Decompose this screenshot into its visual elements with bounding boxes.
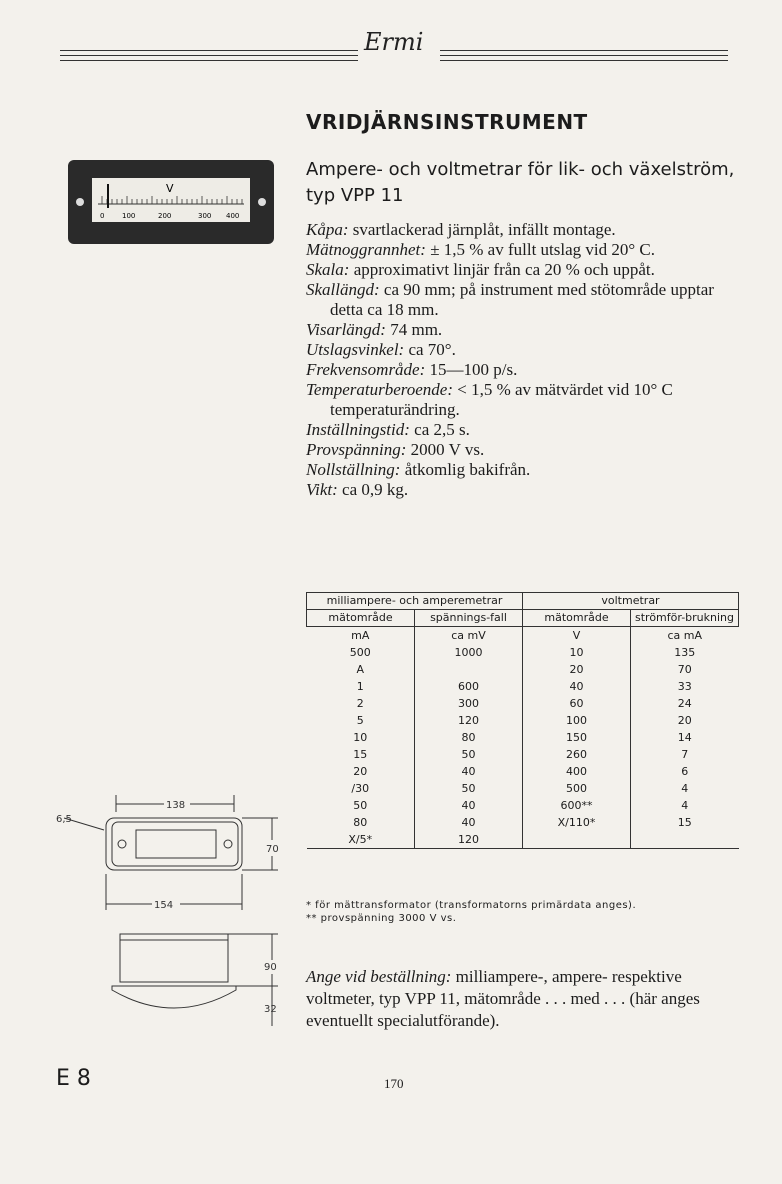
table-footnotes (306, 899, 746, 925)
spec-matnoggrannhet (306, 240, 746, 260)
table-cell (523, 831, 631, 849)
spec-label: Frekvensområde: (306, 360, 426, 379)
range-table (306, 592, 739, 849)
table-cell: 5 (356, 714, 364, 727)
table-cell: 20 (523, 661, 631, 678)
meter-scale-300: 300 (198, 212, 212, 220)
table-cell: V (523, 627, 631, 645)
spec-value: 2000 V vs. (410, 440, 485, 459)
specification-list (306, 220, 746, 500)
table-row (307, 746, 739, 763)
table-cell: 40 (415, 763, 523, 780)
meter-scale-400: 400 (226, 212, 240, 220)
table-row (307, 831, 739, 849)
table-cell: 500 (523, 780, 631, 797)
spec-installningstid (306, 420, 746, 440)
table-row (307, 763, 739, 780)
page-number: 170 (384, 1076, 404, 1091)
table-cell: mA (351, 629, 370, 642)
table-cell: 10 (523, 644, 631, 661)
dimension-drawing (56, 790, 296, 1030)
col-header-range-v: mätområde (523, 610, 631, 627)
header-rule-right-2 (440, 55, 728, 56)
meter-scale-face (92, 178, 250, 222)
spec-label: Kåpa: (306, 220, 349, 239)
table-cell: X/110* (523, 814, 631, 831)
table-cell: 40 (415, 814, 523, 831)
table-cell: 15 (631, 814, 739, 831)
spec-value: åtkomlig bakifrån. (404, 460, 531, 479)
meter-unit-label: V (166, 182, 174, 195)
table-row (307, 797, 739, 814)
spec-value: < 1,5 % av mätvärdet vid 10° C temperaturändring. (330, 380, 673, 419)
spec-frekvensomrade (306, 360, 746, 380)
table-cell: ca mA (631, 627, 739, 645)
page-section-id: E 8 (56, 1066, 91, 1091)
spec-value: ± 1,5 % av fullt utslag vid 20° C. (430, 240, 656, 259)
order-note (306, 966, 742, 1032)
header-rule-right-3 (440, 60, 728, 61)
table-cell: 2 (356, 697, 364, 710)
table-cell: 120 (415, 712, 523, 729)
spec-nollstallning (306, 460, 746, 480)
spec-label: Utslagsvinkel: (306, 340, 405, 359)
table-cell: 600 (415, 678, 523, 695)
spec-skallangd (306, 280, 746, 320)
table-row (307, 712, 739, 729)
table-cell: X/5* (307, 831, 415, 849)
order-label: Ange vid beställning: (306, 967, 452, 986)
table-cell: ca mV (415, 627, 523, 645)
group-header-voltmeters: voltmetrar (523, 593, 739, 610)
spec-label: Vikt: (306, 480, 338, 499)
table-row (307, 729, 739, 746)
spec-label: Mätnoggrannhet: (306, 240, 426, 259)
table-cell: 10 (353, 731, 368, 744)
spec-value: ca 2,5 s. (414, 420, 470, 439)
table-row (307, 780, 739, 797)
spec-temperaturberoende (306, 380, 746, 420)
spec-kapa (306, 220, 746, 240)
table-cell: 150 (523, 729, 631, 746)
spec-skala (306, 260, 746, 280)
spec-label: Nollställning: (306, 460, 401, 479)
spec-value: ca 70°. (408, 340, 456, 359)
table-cell: 4 (631, 797, 739, 814)
table-cell: 1000 (415, 644, 523, 661)
spec-value: 74 mm. (390, 320, 443, 339)
page-title: VRIDJÄRNSINSTRUMENT (306, 110, 588, 134)
page-subtitle: Ampere- och voltmetrar för lik- och växelström, typ VPP 11 (306, 159, 735, 206)
spec-label: Provspänning: (306, 440, 407, 459)
dim-90: 90 (264, 962, 277, 973)
spec-value: svartlackerad järnplåt, infällt montage. (352, 220, 616, 239)
spec-value: 15—100 p/s. (429, 360, 518, 379)
spec-label: Inställningstid: (306, 420, 410, 439)
table-row (307, 627, 739, 645)
table-cell (415, 661, 523, 678)
spec-utslagsvinkel (306, 340, 746, 360)
spec-value: ca 90 mm; på instrument med stötområde upptar detta ca 18 mm. (330, 280, 714, 319)
header-rule-left-2 (60, 55, 358, 56)
table-cell: 100 (523, 712, 631, 729)
table-cell: 7 (631, 746, 739, 763)
spec-label: Skallängd: (306, 280, 380, 299)
meter-scale-100: 100 (122, 212, 136, 220)
dim-6-5: 6,5 (56, 814, 72, 825)
meter-screw-left (76, 198, 84, 206)
header-rule-left-1 (60, 50, 358, 51)
table-cell: 120 (415, 831, 523, 849)
footnote-2: ** provspänning 3000 V vs. (306, 913, 457, 924)
table-cell: 14 (631, 729, 739, 746)
table-cell: 600** (523, 797, 631, 814)
footnote-1: * för mättransformator (transformatorns primärdata anges). (306, 900, 637, 911)
dim-154: 154 (154, 900, 174, 911)
table-cell: 40 (523, 678, 631, 695)
group-header-ammeters: milliampere- och amperemetrar (307, 593, 523, 610)
order-text: milliampere-, ampere- respektive voltmeter, typ VPP 11, mätområde . . . med . . . (här anges eventuellt specialutförande). (306, 967, 700, 1030)
table-cell: 33 (631, 678, 739, 695)
table-cell: 24 (631, 695, 739, 712)
table-cell: 50 (415, 746, 523, 763)
dim-70: 70 (266, 844, 279, 855)
range-table-container (306, 592, 739, 890)
table-cell: 260 (523, 746, 631, 763)
table-cell: 20 (353, 765, 368, 778)
table-row (307, 814, 739, 831)
table-cell: 50 (353, 799, 368, 812)
table-cell: 400 (523, 763, 631, 780)
spec-value: ca 0,9 kg. (342, 480, 409, 499)
table-cell: 80 (415, 729, 523, 746)
col-header-voltage-drop: spännings-fall (415, 610, 523, 627)
table-cell: 50 (415, 780, 523, 797)
table-row (307, 644, 739, 661)
table-cell: 40 (415, 797, 523, 814)
meter-photo (68, 160, 274, 244)
table-cell: 20 (631, 712, 739, 729)
table-cell: 70 (631, 661, 739, 678)
spec-label: Temperaturberoende: (306, 380, 453, 399)
dim-138: 138 (166, 800, 186, 811)
table-row (307, 661, 739, 678)
spec-value: approximativt linjär från ca 20 % och uppåt. (353, 260, 655, 279)
table-cell: 500 (349, 646, 371, 659)
table-row (307, 678, 739, 695)
table-cell: /30 (351, 782, 370, 795)
table-cell (631, 831, 739, 849)
table-cell: 6 (631, 763, 739, 780)
col-header-range-a: mätområde (307, 610, 415, 627)
dim-32: 32 (264, 1004, 277, 1015)
meter-scale-svg (92, 178, 250, 222)
table-cell: 135 (631, 644, 739, 661)
table-row (307, 695, 739, 712)
spec-vikt (306, 480, 746, 500)
table-cell: 4 (631, 780, 739, 797)
table-cell: A (356, 663, 365, 676)
meter-scale-0: 0 (100, 212, 105, 220)
col-header-consumption: strömför-brukning (631, 610, 739, 627)
table-cell: 1 (356, 680, 364, 693)
meter-screw-right (258, 198, 266, 206)
table-cell: 60 (523, 695, 631, 712)
table-cell: 15 (353, 748, 368, 761)
header-rule-left-3 (60, 60, 358, 61)
table-cell: 300 (415, 695, 523, 712)
spec-label: Skala: (306, 260, 350, 279)
spec-provspanning (306, 440, 746, 460)
meter-scale-200: 200 (158, 212, 172, 220)
spec-label: Visarlängd: (306, 320, 386, 339)
header-rule-right-1 (440, 50, 728, 51)
table-cell: 80 (353, 816, 368, 829)
brand-logo: Ermi (364, 28, 424, 56)
spec-visarlangd (306, 320, 746, 340)
